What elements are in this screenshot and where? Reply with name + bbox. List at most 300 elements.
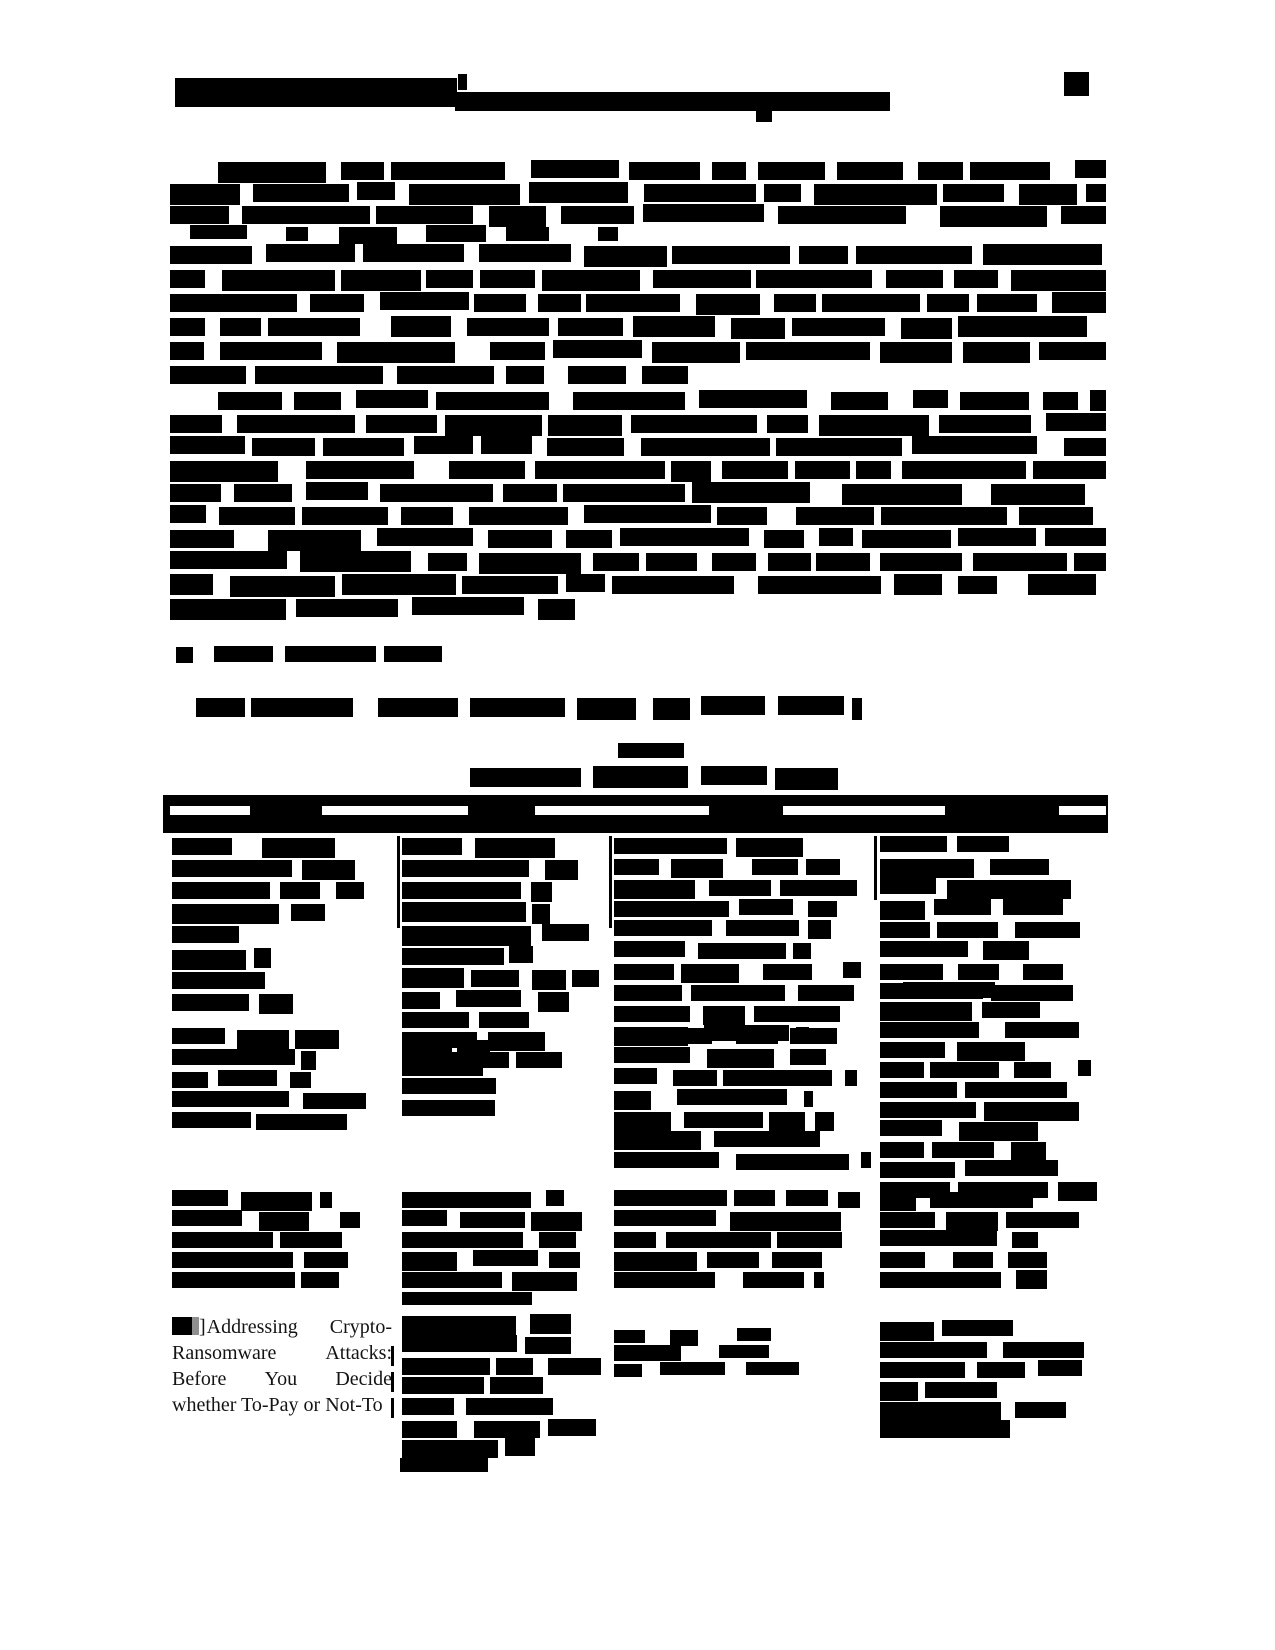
redacted-text-line [376, 206, 472, 224]
redacted-text-line [726, 920, 799, 936]
redacted-text-line [880, 1062, 924, 1078]
redacted-text-line [553, 340, 643, 358]
redacted-text-line [614, 1131, 701, 1150]
redacted-text-line [286, 227, 308, 241]
redacted-text-line [614, 1068, 657, 1084]
redacted-text-line [880, 1230, 997, 1246]
redacted-text-line [620, 528, 748, 546]
redacted-text-line [806, 859, 841, 875]
redacted-text-line [598, 227, 618, 241]
redacted-text-line [946, 1212, 998, 1231]
redacted-text-line [506, 366, 544, 384]
redacted-text-line [1058, 1182, 1097, 1201]
redacted-text-line [880, 1252, 925, 1268]
redacted-text-line [768, 553, 811, 571]
citation-word: Ransomware [172, 1342, 277, 1364]
redacted-text-line [196, 698, 245, 717]
redacted-text-line [170, 318, 205, 336]
redacted-text-line [1011, 270, 1106, 291]
redacted-text-line [470, 698, 564, 717]
redacted-text-line [402, 1100, 495, 1116]
redacted-text-line [943, 184, 1004, 202]
redacted-text-line [614, 1006, 690, 1022]
redacted-text-line [412, 597, 524, 615]
redacted-text-line [341, 162, 384, 180]
redacted-text-line [285, 646, 377, 662]
redacted-text-line [927, 294, 968, 312]
redacted-text-line [170, 574, 213, 595]
redacted-text-line [746, 342, 870, 360]
redacted-text-line [256, 1114, 347, 1130]
redacted-text-line [489, 206, 546, 227]
redacted-text-line [488, 1032, 545, 1051]
redacted-text-line [707, 1252, 759, 1268]
citation-word: Before [172, 1368, 227, 1390]
citation-word: Crypto- [329, 1316, 392, 1338]
redaction-mark [756, 109, 772, 122]
redacted-text-line [862, 530, 951, 548]
redacted-text-line [402, 948, 504, 965]
redacted-text-line [473, 1250, 538, 1266]
redacted-text-line [460, 1212, 525, 1228]
redacted-text-line [445, 415, 542, 436]
redacted-text-line [930, 1192, 1033, 1208]
redacted-text-line [170, 530, 234, 548]
redacted-text-line [947, 880, 1071, 899]
citation-word: Addressing [206, 1316, 298, 1338]
redacted-text-line [218, 162, 326, 183]
redacted-text-line [457, 1040, 490, 1056]
redacted-text-line [303, 1093, 366, 1109]
redacted-text-line [852, 698, 862, 720]
redacted-text-line [505, 1438, 535, 1456]
redacted-text-line [242, 206, 370, 224]
redacted-text-line [259, 1212, 309, 1231]
redacted-text-line [792, 318, 885, 336]
redacted-text-line [237, 1030, 289, 1049]
redacted-text-line [652, 342, 740, 363]
redacted-text-line [856, 461, 891, 479]
redacted-text-line [310, 294, 364, 312]
redacted-text-line [767, 415, 808, 433]
redacted-text-line [402, 902, 526, 922]
redacted-text-line [402, 1335, 517, 1352]
redacted-text-line [320, 1192, 332, 1208]
redacted-text-line [959, 1122, 1037, 1141]
redacted-text-line [531, 1212, 583, 1231]
redacted-text-line [366, 415, 438, 433]
redacted-text-line [671, 461, 711, 482]
redacted-text-line [219, 507, 295, 525]
redacted-text-line [880, 901, 925, 920]
redacted-text-line [402, 1377, 484, 1394]
redacted-text-line [363, 244, 464, 262]
redacted-text-line [1045, 528, 1106, 546]
redacted-text-line [479, 244, 570, 262]
redacted-text-line [1015, 922, 1080, 938]
redacted-text-line [170, 294, 297, 312]
redacted-text-line [776, 438, 903, 456]
redacted-text-line [402, 1358, 490, 1375]
redacted-text-line [548, 415, 622, 436]
redacted-text-line [218, 392, 282, 410]
redacted-text-line [880, 1382, 918, 1401]
redacted-text-line [584, 505, 712, 523]
redacted-text-line [880, 1342, 987, 1358]
redacted-text-line [614, 1364, 642, 1377]
redacted-text-line [172, 1028, 225, 1044]
redacted-text-line [775, 768, 838, 790]
redacted-text-line [402, 1060, 483, 1076]
redacted-text-line [880, 1162, 955, 1178]
redacted-text-line [572, 970, 599, 987]
redacted-text-line [746, 1362, 799, 1375]
redacted-text-line [880, 941, 968, 957]
redacted-text-line [542, 270, 640, 291]
redaction-mark [1064, 72, 1089, 96]
redacted-text-line [743, 1272, 804, 1288]
redacted-text-line [953, 1252, 993, 1268]
redacted-text-line [912, 436, 1037, 454]
redacted-text-line [391, 316, 451, 337]
redacted-text-line [774, 294, 817, 312]
redacted-text-line [696, 294, 760, 315]
redaction-mark [618, 743, 684, 758]
redacted-text-line [323, 438, 404, 456]
redacted-text-line [778, 696, 844, 715]
redacted-text-line [170, 551, 287, 569]
redacted-text-line [172, 1190, 228, 1206]
redacted-text-line [449, 461, 525, 479]
redacted-text-line [614, 1252, 697, 1271]
redacted-text-line [734, 1190, 775, 1206]
redacted-text-line [886, 270, 943, 288]
redacted-text-line [172, 994, 249, 1011]
redacted-text-line [1038, 1360, 1083, 1376]
redacted-text-line [709, 880, 771, 896]
redacted-text-line [1016, 1270, 1047, 1289]
redacted-text-line [769, 1112, 805, 1131]
redacted-text-line [503, 484, 557, 502]
redacted-text-line [342, 574, 456, 595]
redacted-text-line [542, 924, 589, 941]
redacted-text-line [255, 366, 383, 384]
redacted-text-line [172, 1112, 251, 1128]
redacted-text-line [357, 182, 394, 200]
redacted-text-line [880, 1322, 934, 1341]
redacted-text-line [532, 904, 550, 924]
redacted-citation-number [172, 1317, 199, 1335]
redacted-text-line [698, 943, 786, 959]
redacted-text-line [172, 1049, 295, 1065]
redacted-text-line [1074, 553, 1106, 571]
redaction-mark [455, 92, 890, 111]
redacted-text-line [880, 878, 936, 894]
redacted-text-line [902, 461, 1026, 479]
redacted-text-line [1012, 1232, 1038, 1248]
redacted-text-line [808, 901, 838, 917]
redacted-text-line [958, 576, 998, 594]
redacted-text-line [719, 1345, 770, 1358]
redacted-text-line [1039, 342, 1106, 360]
redacted-text-line [539, 1232, 576, 1248]
redacted-text-line [172, 882, 270, 899]
redacted-text-line [402, 992, 440, 1009]
redacted-text-line [1086, 184, 1106, 202]
redacted-text-line [1052, 292, 1106, 313]
redacted-text-line [991, 985, 1074, 1001]
redacted-text-line [614, 985, 682, 1001]
redacted-text-line [531, 882, 552, 902]
redacted-text-line [1003, 899, 1062, 915]
redacted-text-line [172, 1091, 289, 1107]
redacted-text-line [692, 482, 811, 503]
header-band-gap [783, 806, 945, 815]
redacted-text-line [1019, 507, 1092, 525]
redacted-text-line [593, 766, 689, 788]
redacted-text-line [471, 970, 519, 987]
redacted-text-line [516, 1052, 562, 1068]
redacted-text-line [170, 206, 229, 224]
redacted-text-line [340, 1212, 360, 1228]
redacted-text-line [795, 461, 849, 479]
redacted-text-line [1043, 392, 1078, 410]
redacted-text-line [170, 184, 240, 205]
redacted-text-line [531, 160, 619, 178]
redacted-text-line [717, 507, 766, 525]
redacted-text-line [262, 838, 335, 858]
redacted-text-line [1064, 438, 1106, 456]
redacted-text-line [808, 920, 830, 939]
redacted-text-line [758, 162, 825, 180]
redacted-text-line [880, 1120, 942, 1136]
redacted-text-line [402, 1040, 452, 1056]
redacted-text-line [295, 1030, 340, 1049]
redacted-text-line [861, 1152, 872, 1168]
redacted-text-line [172, 950, 246, 970]
redacted-text-line [764, 530, 804, 548]
redacted-text-line [397, 366, 494, 384]
redacted-text-line [1061, 206, 1106, 224]
redacted-text-line [280, 1232, 342, 1248]
redacted-text-line [1023, 964, 1063, 980]
redacted-text-line [881, 507, 1007, 525]
redacted-text-line [566, 530, 612, 548]
redacted-text-line [880, 1192, 916, 1211]
redacted-text-line [614, 859, 659, 875]
redacted-text-line [306, 482, 368, 500]
redaction-mark [458, 74, 467, 90]
redacted-text-line [584, 246, 667, 267]
redacted-text-line [302, 860, 355, 880]
redacted-text-line [1028, 574, 1097, 595]
redacted-text-line [470, 768, 581, 787]
redacted-text-line [402, 1012, 469, 1028]
redacted-text-line [384, 646, 442, 662]
redacted-text-line [237, 415, 356, 433]
redacted-text-line [535, 461, 664, 479]
redacted-text-line [641, 438, 771, 456]
redacted-text-line [777, 1232, 842, 1248]
redacted-text-line [612, 576, 734, 594]
redacted-text-line [172, 1210, 242, 1226]
redacted-text-line [336, 882, 364, 899]
redacted-text-line [1015, 1402, 1066, 1418]
redacted-text-line [614, 1152, 719, 1168]
redacted-text-line [880, 1082, 957, 1098]
redacted-text-line [479, 553, 581, 574]
redacted-text-line [280, 882, 321, 899]
redacted-text-line [402, 1440, 498, 1458]
redacted-text-line [220, 318, 262, 336]
redacted-text-line [614, 1190, 727, 1206]
redacted-text-line [1078, 1060, 1090, 1076]
redacted-text-line [402, 926, 531, 946]
redacted-text-line [512, 1272, 577, 1291]
redacted-text-line [880, 1022, 979, 1038]
redacted-text-line [414, 436, 473, 454]
redacted-text-line [577, 698, 636, 720]
redacted-text-line [1005, 1022, 1080, 1038]
redacted-text-line [172, 1252, 293, 1268]
redacted-text-line [730, 1212, 842, 1231]
redacted-text-line [752, 859, 798, 875]
redacted-text-line [480, 270, 535, 288]
redacted-text-line [614, 941, 685, 957]
redacted-text-line [880, 553, 962, 571]
redacted-text-line [977, 294, 1038, 312]
redacted-text-line [304, 1252, 348, 1268]
redacted-text-line [1006, 1212, 1079, 1228]
redacted-text-line [545, 860, 578, 880]
redacted-text-line [681, 964, 739, 983]
redacted-text-line [942, 1320, 1013, 1336]
redacted-text-line [402, 1421, 457, 1438]
header-band-gap [1059, 806, 1106, 815]
redacted-text-line [739, 899, 793, 915]
redacted-text-line [633, 316, 714, 337]
redacted-text-line [756, 270, 871, 288]
redacted-text-line [913, 390, 947, 408]
redacted-text-line [474, 1421, 540, 1438]
redacted-text-line [402, 1078, 496, 1094]
redacted-text-line [939, 415, 1031, 433]
redacted-text-line [339, 227, 397, 244]
redacted-text-line [790, 1049, 827, 1065]
redacted-text-line [804, 1091, 813, 1107]
redacted-text-line [506, 227, 549, 241]
redacted-text-line [778, 206, 905, 224]
redacted-text-line [958, 528, 1036, 546]
redacted-text-line [378, 698, 458, 717]
redacted-text-line [1075, 160, 1106, 178]
redacted-text-line [990, 859, 1048, 875]
redacted-text-line [880, 1102, 976, 1118]
redacted-text-line [254, 948, 271, 968]
redacted-text-line [294, 392, 342, 410]
redacted-text-line [642, 366, 688, 384]
redacted-text-line [614, 1091, 651, 1110]
redacted-text-line [1014, 1062, 1052, 1078]
redacted-text-line [843, 962, 860, 978]
redacted-text-line [170, 599, 286, 620]
redacted-text-line [880, 983, 983, 999]
redacted-text-line [614, 838, 727, 854]
redacted-text-line [736, 1154, 850, 1170]
redacted-text-line [573, 392, 685, 410]
redacted-text-line [737, 1328, 771, 1341]
redacted-text-line [525, 1337, 571, 1354]
redacted-text-line [467, 318, 550, 336]
redacted-text-line [731, 318, 785, 339]
redacted-text-line [786, 1190, 828, 1206]
redacted-text-line [1011, 1142, 1046, 1161]
redacted-text-line [296, 599, 399, 617]
redacted-text-line [1008, 1252, 1047, 1268]
redacted-text-line [190, 225, 247, 239]
redacted-text-line [954, 270, 999, 288]
redacted-text-line [214, 646, 273, 662]
redacted-text-line [670, 1330, 698, 1346]
redacted-text-line [894, 574, 942, 595]
redacted-text-line [960, 392, 1029, 410]
redacted-text-line [932, 1142, 994, 1158]
redacted-text-line [673, 1070, 717, 1086]
redaction-mark [175, 78, 457, 107]
redacted-text-line [672, 246, 790, 264]
redacted-text-line [436, 392, 549, 410]
redacted-text-line [780, 880, 857, 896]
redacted-text-line [614, 1272, 715, 1288]
redacted-text-line [880, 1212, 935, 1228]
redacted-text-line [538, 992, 569, 1012]
redacted-text-line [402, 1398, 454, 1415]
redacted-text-line [644, 184, 757, 202]
redacted-text-line [798, 985, 854, 1001]
redacted-text-line [222, 270, 335, 291]
redacted-text-line [481, 436, 532, 454]
redacted-text-line [754, 1006, 840, 1022]
citation-line-1 [172, 1314, 392, 1340]
redacted-text-line [538, 599, 575, 620]
redacted-text-line [880, 1362, 965, 1378]
redacted-text-line [402, 1316, 516, 1336]
redacted-text-line [268, 530, 361, 551]
redacted-text-line [391, 162, 505, 180]
redacted-text-line [764, 184, 801, 202]
redacted-text-line [170, 270, 205, 288]
redacted-text-line [614, 1112, 671, 1131]
redacted-text-line [965, 1082, 1067, 1098]
redacted-text-line [302, 507, 389, 525]
redacted-text-line [880, 1142, 924, 1158]
redacted-text-line [684, 1112, 763, 1128]
redacted-text-line [856, 246, 971, 264]
redacted-text-line [426, 225, 486, 242]
redacted-text-line [965, 1160, 1058, 1176]
redacted-text-line [341, 270, 421, 291]
redacted-text-line [251, 698, 353, 717]
redacted-text-line [218, 1070, 277, 1086]
redacted-text-line [643, 204, 764, 222]
redacted-text-line [653, 270, 751, 288]
redacted-text-line [1033, 461, 1106, 479]
redacted-text-line [614, 880, 695, 899]
redacted-text-line [380, 292, 469, 310]
redacted-text-line [172, 1232, 273, 1248]
redaction-mark [397, 836, 400, 928]
redacted-text-line [838, 1192, 860, 1208]
